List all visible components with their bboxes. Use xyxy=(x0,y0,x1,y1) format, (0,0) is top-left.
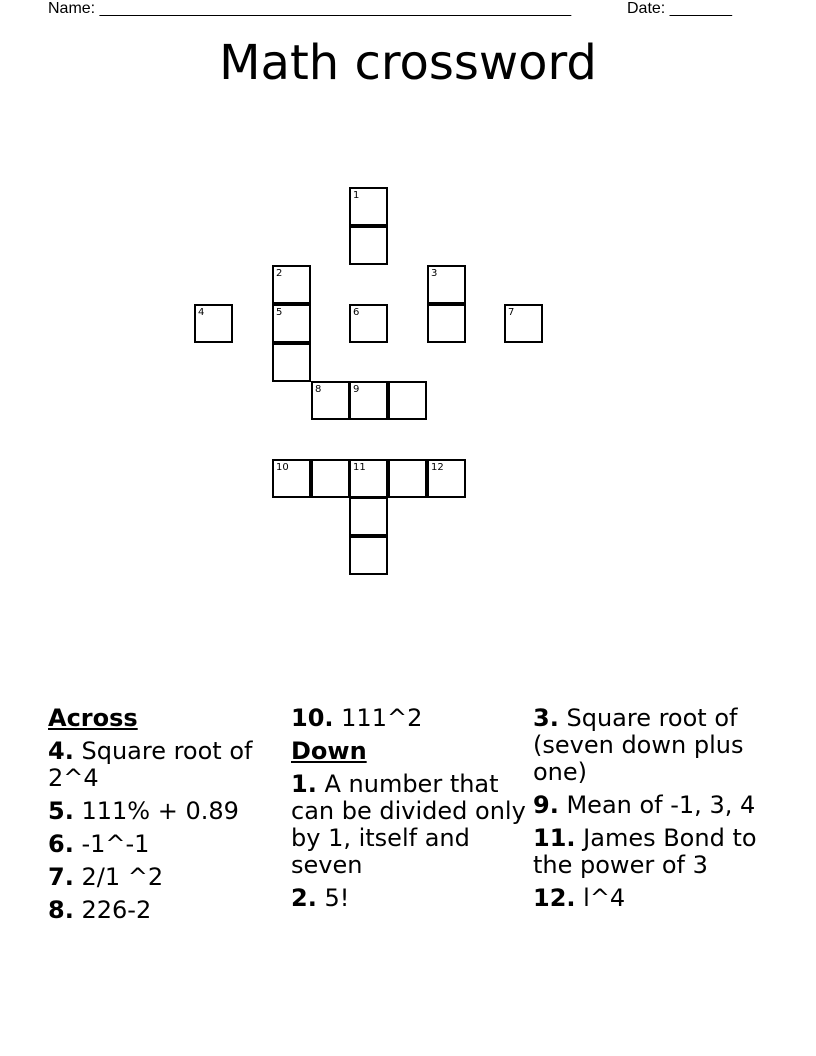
clue-text: -1^-1 xyxy=(81,830,150,858)
date-field[interactable]: Date: _______ xyxy=(627,0,732,17)
clue-number: 11 xyxy=(353,462,366,473)
clue-number: 12 xyxy=(431,462,444,473)
clue-across-10 xyxy=(291,705,526,732)
clue-down-1 xyxy=(291,771,526,879)
clue-number: 7 xyxy=(508,307,515,318)
clue-number: 1 xyxy=(353,190,360,201)
grid-cell-8-3[interactable] xyxy=(388,381,427,420)
clue-number: 6. xyxy=(48,830,74,858)
grid-cell-8-2[interactable] xyxy=(349,381,388,420)
name-field[interactable]: Name: _____________________________________________________ xyxy=(48,0,572,17)
clue-number: 6 xyxy=(353,307,360,318)
clue-text: 111% + 0.89 xyxy=(81,797,239,825)
grid-cell-2-2[interactable] xyxy=(272,304,311,343)
clue-text: Square root of (seven down plus one) xyxy=(533,704,744,786)
clues-column-1 xyxy=(48,705,278,930)
clue-down-11 xyxy=(533,825,773,879)
clue-number: 4 xyxy=(198,307,205,318)
grid-cell-1-2[interactable] xyxy=(349,226,388,265)
grid-cell-10-1[interactable] xyxy=(272,459,311,498)
clue-number: 10. xyxy=(291,704,334,732)
clue-number: 3 xyxy=(431,268,438,279)
grid-cell-10-4[interactable] xyxy=(388,459,427,498)
clue-number: 12. xyxy=(533,884,576,912)
clue-number: 7. xyxy=(48,863,74,891)
clue-down-9 xyxy=(533,792,773,819)
across-heading: Across xyxy=(48,704,138,732)
clue-number: 8 xyxy=(315,384,322,395)
clue-number: 9. xyxy=(533,791,559,819)
grid-cell-4[interactable] xyxy=(194,304,233,343)
clues-column-3 xyxy=(533,705,773,918)
down-heading: Down xyxy=(291,737,367,765)
clue-number: 10 xyxy=(276,462,289,473)
clue-text: James Bond to the power of 3 xyxy=(533,824,757,879)
grid-cell-1-1[interactable] xyxy=(349,187,388,226)
clue-across-4 xyxy=(48,738,278,792)
clue-number: 5. xyxy=(48,797,74,825)
grid-cell-11-2[interactable] xyxy=(349,497,388,536)
clue-across-8 xyxy=(48,897,278,924)
clue-across-5 xyxy=(48,798,278,825)
grid-cell-8-1[interactable] xyxy=(311,381,350,420)
grid-cell-11-3[interactable] xyxy=(349,536,388,575)
clue-text: 111^2 xyxy=(341,704,423,732)
clue-text: Mean of -1, 3, 4 xyxy=(566,791,756,819)
clue-number: 3. xyxy=(533,704,559,732)
grid-cell-7[interactable] xyxy=(504,304,543,343)
clue-text: 5! xyxy=(324,884,350,912)
grid-cell-2-3[interactable] xyxy=(272,343,311,382)
clue-text: Square root of 2^4 xyxy=(48,737,253,792)
grid-cell-10-3[interactable] xyxy=(349,459,388,498)
clue-across-7 xyxy=(48,864,278,891)
clue-down-12 xyxy=(533,885,773,912)
grid-cell-2-1[interactable] xyxy=(272,265,311,304)
clue-number: 4. xyxy=(48,737,74,765)
grid-cell-10-2[interactable] xyxy=(311,459,350,498)
grid-cell-3-1[interactable] xyxy=(427,265,466,304)
clue-number: 11. xyxy=(533,824,576,852)
clue-number: 1. xyxy=(291,770,317,798)
clue-number: 8. xyxy=(48,896,74,924)
clues-column-2 xyxy=(291,705,526,918)
clue-down-3 xyxy=(533,705,773,786)
clue-text: l^4 xyxy=(583,884,626,912)
clue-text: A number that can be divided only by 1, itself and seven xyxy=(291,770,526,879)
grid-cell-6[interactable] xyxy=(349,304,388,343)
grid-cell-10-5[interactable] xyxy=(427,459,466,498)
page-title: Math crossword xyxy=(219,35,597,91)
clue-text: 226-2 xyxy=(81,896,152,924)
grid-cell-3-2[interactable] xyxy=(427,304,466,343)
clue-number: 2. xyxy=(291,884,317,912)
clue-number: 2 xyxy=(276,268,283,279)
clue-number: 9 xyxy=(353,384,360,395)
clue-number: 5 xyxy=(276,307,283,318)
clue-down-2 xyxy=(291,885,526,912)
clue-across-6 xyxy=(48,831,278,858)
clue-text: 2/1 ^2 xyxy=(81,863,164,891)
